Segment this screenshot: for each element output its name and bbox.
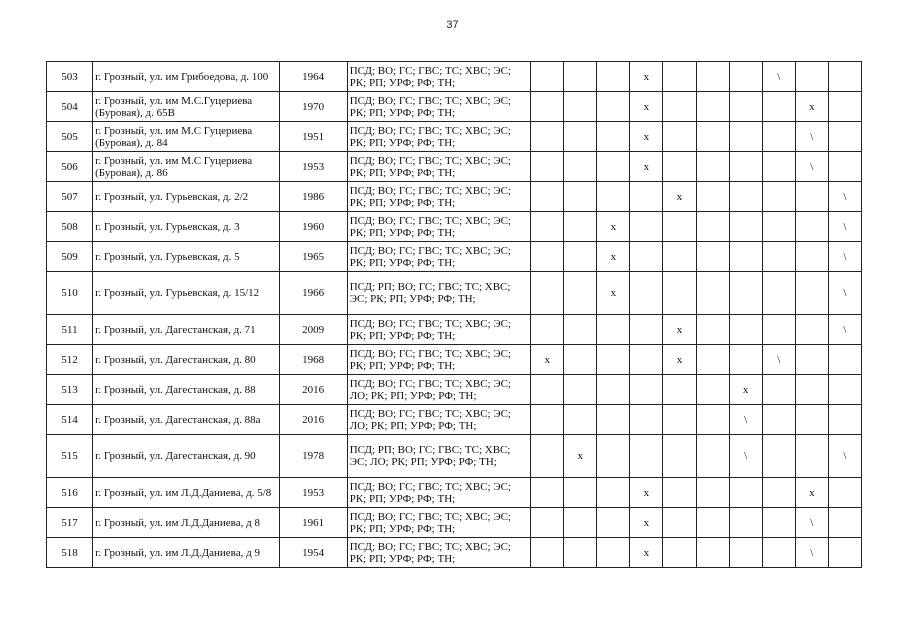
mark-cell — [531, 62, 564, 92]
address-cell: г. Грозный, ул. Дагестанская, д. 80 — [93, 345, 279, 375]
mark-cell — [795, 435, 828, 478]
mark-cell — [696, 152, 729, 182]
mark-cell — [762, 538, 795, 568]
table-row — [47, 345, 862, 375]
mark-cell — [696, 315, 729, 345]
mark-cell — [531, 92, 564, 122]
row-number: 507 — [47, 182, 93, 212]
utilities-cell: ПСД; ВО; ГС; ГВС; ТС; ХВС; ЭС; РК; РП; УРФ; РФ; ТН; — [347, 92, 530, 122]
year-cell: 1970 — [279, 92, 347, 122]
mark-cell — [597, 182, 630, 212]
utilities-cell: ПСД; ВО; ГС; ГВС; ТС; ХВС; ЭС; ЛО; РК; РП; УРФ; РФ; ТН; — [347, 405, 530, 435]
mark-cell — [630, 375, 663, 405]
row-number: 505 — [47, 122, 93, 152]
mark-cell — [597, 375, 630, 405]
mark-cell — [564, 152, 597, 182]
mark-cell — [762, 435, 795, 478]
year-cell: 1953 — [279, 152, 347, 182]
mark-cell — [597, 435, 630, 478]
mark-cell — [597, 478, 630, 508]
mark-cell — [531, 538, 564, 568]
utilities-cell: ПСД; ВО; ГС; ГВС; ТС; ХВС; ЭС; РК; РП; УРФ; РФ; ТН; — [347, 212, 530, 242]
table-row — [47, 122, 862, 152]
mark-cell — [696, 405, 729, 435]
mark-cell — [696, 62, 729, 92]
mark-cell: \ — [828, 242, 861, 272]
year-cell: 1954 — [279, 538, 347, 568]
row-number: 509 — [47, 242, 93, 272]
utilities-cell: ПСД; ВО; ГС; ГВС; ТС; ХВС; ЭС; РК; РП; УРФ; РФ; ТН; — [347, 538, 530, 568]
mark-cell — [531, 315, 564, 345]
address-cell: г. Грозный, ул. им М.С Гуцериева (Буровая), д. 86 — [93, 152, 279, 182]
mark-cell — [630, 272, 663, 315]
mark-cell: \ — [795, 538, 828, 568]
mark-cell — [762, 92, 795, 122]
mark-cell: \ — [795, 508, 828, 538]
table-row — [47, 315, 862, 345]
mark-cell — [597, 62, 630, 92]
table-row — [47, 62, 862, 92]
mark-cell — [630, 182, 663, 212]
mark-cell — [564, 182, 597, 212]
year-cell: 2009 — [279, 315, 347, 345]
mark-cell — [663, 405, 696, 435]
mark-cell — [729, 345, 762, 375]
utilities-cell: ПСД; ВО; ГС; ГВС; ТС; ХВС; ЭС; ЛО; РК; РП; УРФ; РФ; ТН; — [347, 375, 530, 405]
mark-cell — [795, 345, 828, 375]
mark-cell — [762, 405, 795, 435]
table-row — [47, 508, 862, 538]
mark-cell — [564, 122, 597, 152]
row-number: 506 — [47, 152, 93, 182]
housing-table — [46, 61, 862, 568]
address-cell: г. Грозный, ул. им М.С.Гуцериева (Буровая), д. 65В — [93, 92, 279, 122]
year-cell: 1953 — [279, 478, 347, 508]
row-number: 515 — [47, 435, 93, 478]
mark-cell — [531, 405, 564, 435]
table-row — [47, 375, 862, 405]
address-cell: г. Грозный, ул. Гурьевская, д. 2/2 — [93, 182, 279, 212]
mark-cell: \ — [828, 272, 861, 315]
mark-cell — [795, 405, 828, 435]
mark-cell — [663, 212, 696, 242]
mark-cell — [729, 508, 762, 538]
mark-cell — [795, 212, 828, 242]
address-cell: г. Грозный, ул. им М.С Гуцериева (Буровая), д. 84 — [93, 122, 279, 152]
mark-cell — [696, 435, 729, 478]
utilities-cell: ПСД; ВО; ГС; ГВС; ТС; ХВС; ЭС; РК; РП; УРФ; РФ; ТН; — [347, 152, 530, 182]
mark-cell: \ — [828, 182, 861, 212]
year-cell: 1978 — [279, 435, 347, 478]
year-cell: 1951 — [279, 122, 347, 152]
mark-cell — [663, 62, 696, 92]
mark-cell — [762, 375, 795, 405]
mark-cell — [696, 345, 729, 375]
row-number: 512 — [47, 345, 93, 375]
mark-cell — [828, 62, 861, 92]
mark-cell: x — [630, 62, 663, 92]
mark-cell — [564, 478, 597, 508]
mark-cell — [729, 478, 762, 508]
mark-cell — [630, 315, 663, 345]
row-number: 513 — [47, 375, 93, 405]
year-cell: 1986 — [279, 182, 347, 212]
utilities-cell: ПСД; ВО; ГС; ГВС; ТС; ХВС; ЭС; РК; РП; УРФ; РФ; ТН; — [347, 345, 530, 375]
mark-cell — [564, 242, 597, 272]
year-cell: 1960 — [279, 212, 347, 242]
utilities-cell: ПСД; ВО; ГС; ГВС; ТС; ХВС; ЭС; РК; РП; УРФ; РФ; ТН; — [347, 478, 530, 508]
mark-cell: x — [795, 478, 828, 508]
page-number: 37 — [446, 19, 459, 31]
year-cell: 2016 — [279, 375, 347, 405]
mark-cell — [663, 538, 696, 568]
mark-cell — [696, 242, 729, 272]
mark-cell: x — [630, 152, 663, 182]
mark-cell — [597, 345, 630, 375]
mark-cell — [663, 478, 696, 508]
mark-cell — [564, 345, 597, 375]
year-cell: 1968 — [279, 345, 347, 375]
mark-cell — [696, 478, 729, 508]
address-cell: г. Грозный, ул. им Л.Д.Даниева, д 8 — [93, 508, 279, 538]
row-number: 504 — [47, 92, 93, 122]
mark-cell: \ — [828, 435, 861, 478]
address-cell: г. Грозный, ул. Дагестанская, д. 88 — [93, 375, 279, 405]
mark-cell — [696, 508, 729, 538]
mark-cell: \ — [729, 435, 762, 478]
mark-cell: \ — [795, 152, 828, 182]
row-number: 517 — [47, 508, 93, 538]
row-number: 518 — [47, 538, 93, 568]
mark-cell — [762, 122, 795, 152]
mark-cell: \ — [828, 315, 861, 345]
mark-cell — [531, 182, 564, 212]
utilities-cell: ПСД; ВО; ГС; ГВС; ТС; ХВС; ЭС; РК; РП; УРФ; РФ; ТН; — [347, 508, 530, 538]
table-row — [47, 92, 862, 122]
utilities-cell: ПСД; ВО; ГС; ГВС; ТС; ХВС; ЭС; РК; РП; УРФ; РФ; ТН; — [347, 122, 530, 152]
mark-cell — [531, 242, 564, 272]
mark-cell: \ — [762, 345, 795, 375]
mark-cell — [729, 122, 762, 152]
mark-cell — [696, 212, 729, 242]
mark-cell — [663, 435, 696, 478]
mark-cell — [828, 122, 861, 152]
mark-cell — [795, 242, 828, 272]
table-row — [47, 152, 862, 182]
mark-cell — [762, 272, 795, 315]
utilities-cell: ПСД; ВО; ГС; ГВС; ТС; ХВС; ЭС; РК; РП; УРФ; РФ; ТН; — [347, 62, 530, 92]
address-cell: г. Грозный, ул. Дагестанская, д. 90 — [93, 435, 279, 478]
mark-cell — [564, 405, 597, 435]
mark-cell: x — [630, 92, 663, 122]
mark-cell — [828, 478, 861, 508]
mark-cell — [531, 435, 564, 478]
mark-cell — [828, 375, 861, 405]
mark-cell: x — [630, 478, 663, 508]
mark-cell: x — [795, 92, 828, 122]
mark-cell: x — [597, 242, 630, 272]
mark-cell — [828, 538, 861, 568]
mark-cell: x — [663, 315, 696, 345]
mark-cell — [729, 538, 762, 568]
year-cell: 1966 — [279, 272, 347, 315]
mark-cell — [762, 315, 795, 345]
mark-cell — [663, 122, 696, 152]
address-cell: г. Грозный, ул. Гурьевская, д. 15/12 — [93, 272, 279, 315]
table-row — [47, 478, 862, 508]
row-number: 510 — [47, 272, 93, 315]
mark-cell: x — [630, 122, 663, 152]
mark-cell — [762, 152, 795, 182]
table-body — [47, 62, 862, 568]
mark-cell — [564, 62, 597, 92]
mark-cell — [564, 92, 597, 122]
mark-cell — [696, 375, 729, 405]
table-row — [47, 212, 862, 242]
mark-cell: x — [663, 345, 696, 375]
mark-cell — [597, 538, 630, 568]
row-number: 511 — [47, 315, 93, 345]
address-cell: г. Грозный, ул. Гурьевская, д. 5 — [93, 242, 279, 272]
address-cell: г. Грозный, ул. Гурьевская, д. 3 — [93, 212, 279, 242]
mark-cell — [729, 212, 762, 242]
mark-cell: \ — [828, 212, 861, 242]
mark-cell — [630, 405, 663, 435]
mark-cell — [531, 478, 564, 508]
table-row — [47, 405, 862, 435]
mark-cell: x — [597, 272, 630, 315]
mark-cell — [663, 152, 696, 182]
mark-cell — [531, 122, 564, 152]
mark-cell — [828, 345, 861, 375]
address-cell: г. Грозный, ул. Дагестанская, д. 88а — [93, 405, 279, 435]
mark-cell — [564, 315, 597, 345]
mark-cell — [795, 182, 828, 212]
mark-cell — [597, 405, 630, 435]
address-cell: г. Грозный, ул. Дагестанская, д. 71 — [93, 315, 279, 345]
mark-cell — [564, 375, 597, 405]
year-cell: 2016 — [279, 405, 347, 435]
mark-cell — [663, 92, 696, 122]
mark-cell — [696, 122, 729, 152]
mark-cell — [828, 405, 861, 435]
mark-cell — [663, 375, 696, 405]
mark-cell — [729, 272, 762, 315]
mark-cell — [762, 182, 795, 212]
mark-cell — [729, 242, 762, 272]
mark-cell — [729, 182, 762, 212]
mark-cell: x — [729, 375, 762, 405]
mark-cell: \ — [729, 405, 762, 435]
mark-cell — [564, 538, 597, 568]
mark-cell — [729, 62, 762, 92]
mark-cell — [630, 212, 663, 242]
year-cell: 1965 — [279, 242, 347, 272]
mark-cell — [762, 212, 795, 242]
mark-cell — [663, 508, 696, 538]
mark-cell: x — [663, 182, 696, 212]
mark-cell — [762, 478, 795, 508]
mark-cell — [696, 272, 729, 315]
mark-cell: x — [630, 538, 663, 568]
mark-cell: x — [531, 345, 564, 375]
mark-cell — [564, 212, 597, 242]
mark-cell — [729, 152, 762, 182]
mark-cell — [795, 62, 828, 92]
mark-cell — [696, 538, 729, 568]
mark-cell: x — [597, 212, 630, 242]
mark-cell — [597, 92, 630, 122]
mark-cell — [597, 315, 630, 345]
mark-cell — [630, 345, 663, 375]
mark-cell — [795, 272, 828, 315]
mark-cell — [828, 508, 861, 538]
mark-cell — [663, 272, 696, 315]
mark-cell — [729, 315, 762, 345]
mark-cell — [762, 242, 795, 272]
mark-cell: \ — [795, 122, 828, 152]
table-row — [47, 272, 862, 315]
address-cell: г. Грозный, ул. им Грибоедова, д. 100 — [93, 62, 279, 92]
mark-cell — [630, 242, 663, 272]
mark-cell — [597, 152, 630, 182]
utilities-cell: ПСД; РП; ВО; ГС; ГВС; ТС; ХВС; ЭС; ЛО; РК; РП; УРФ; РФ; ТН; — [347, 435, 530, 478]
table-row — [47, 435, 862, 478]
mark-cell — [531, 375, 564, 405]
mark-cell — [531, 212, 564, 242]
utilities-cell: ПСД; ВО; ГС; ГВС; ТС; ХВС; ЭС; РК; РП; УРФ; РФ; ТН; — [347, 242, 530, 272]
row-number: 508 — [47, 212, 93, 242]
mark-cell: x — [564, 435, 597, 478]
row-number: 514 — [47, 405, 93, 435]
address-cell: г. Грозный, ул. им Л.Д.Даниева, д. 5/8 — [93, 478, 279, 508]
mark-cell — [828, 92, 861, 122]
mark-cell — [795, 375, 828, 405]
utilities-cell: ПСД; РП; ВО; ГС; ГВС; ТС; ХВС; ЭС; РК; РП; УРФ; РФ; ТН; — [347, 272, 530, 315]
mark-cell — [696, 182, 729, 212]
mark-cell — [531, 508, 564, 538]
table-row — [47, 538, 862, 568]
mark-cell — [828, 152, 861, 182]
mark-cell — [630, 435, 663, 478]
mark-cell — [564, 508, 597, 538]
row-number: 516 — [47, 478, 93, 508]
address-cell: г. Грозный, ул. им Л.Д.Даниева, д 9 — [93, 538, 279, 568]
year-cell: 1964 — [279, 62, 347, 92]
mark-cell — [531, 152, 564, 182]
mark-cell — [762, 508, 795, 538]
mark-cell — [795, 315, 828, 345]
year-cell: 1961 — [279, 508, 347, 538]
table-row — [47, 242, 862, 272]
mark-cell — [564, 272, 597, 315]
row-number: 503 — [47, 62, 93, 92]
utilities-cell: ПСД; ВО; ГС; ГВС; ТС; ХВС; ЭС; РК; РП; УРФ; РФ; ТН; — [347, 315, 530, 345]
mark-cell: x — [630, 508, 663, 538]
mark-cell — [696, 92, 729, 122]
utilities-cell: ПСД; ВО; ГС; ГВС; ТС; ХВС; ЭС; РК; РП; УРФ; РФ; ТН; — [347, 182, 530, 212]
mark-cell — [531, 272, 564, 315]
mark-cell — [597, 122, 630, 152]
mark-cell — [729, 92, 762, 122]
mark-cell: \ — [762, 62, 795, 92]
mark-cell — [663, 242, 696, 272]
table-row — [47, 182, 862, 212]
mark-cell — [597, 508, 630, 538]
